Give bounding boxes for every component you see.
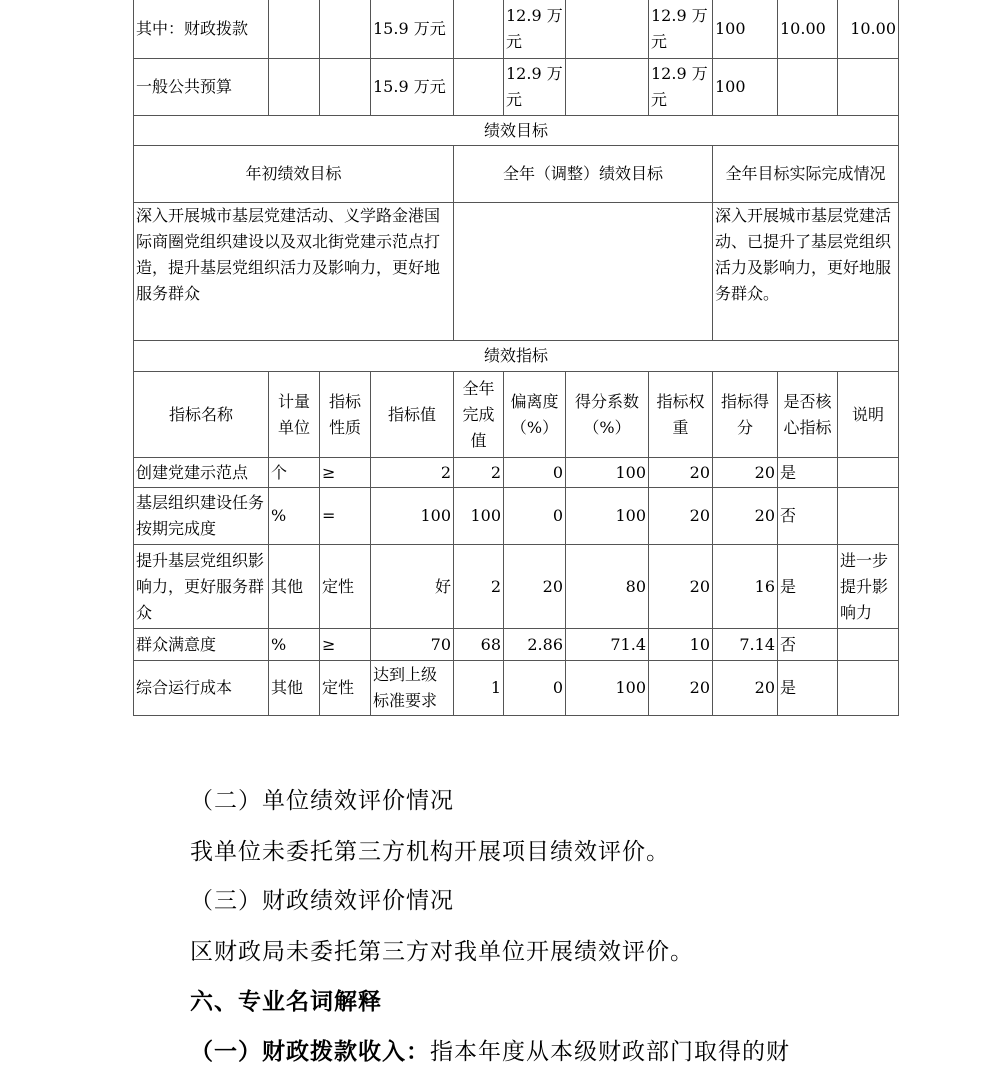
- cell: [269, 0, 320, 59]
- indicator-cell: 好: [371, 545, 454, 629]
- indicator-cell: 20: [713, 661, 778, 716]
- indicator-cell: 群众满意度: [134, 629, 269, 661]
- indicator-cell: 0: [504, 488, 566, 545]
- indicator-header: 偏离度（%）: [504, 372, 566, 458]
- indicator-cell: 基层组织建设任务按期完成度: [134, 488, 269, 545]
- indicator-cell: 是: [778, 545, 838, 629]
- indicator-cell: 达到上级标准要求: [371, 661, 454, 716]
- indicator-cell: 2: [454, 458, 504, 488]
- indicator-cell: 7.14: [713, 629, 778, 661]
- indicator-cell: [838, 661, 899, 716]
- chapter-heading: 六、专业名词解释: [190, 988, 382, 1015]
- indicator-cell: 10: [649, 629, 713, 661]
- section-heading: （三）财政绩效评价情况: [190, 888, 454, 914]
- indicator-cell: 20: [649, 458, 713, 488]
- indicator-cell: ≥: [320, 458, 371, 488]
- rate: 100: [713, 59, 778, 116]
- indicator-row: [134, 629, 899, 661]
- indicator-header: 指标权重: [649, 372, 713, 458]
- indicator-cell: 1: [454, 661, 504, 716]
- indicator-cell: 80: [566, 545, 649, 629]
- indicator-header: 计量单位: [269, 372, 320, 458]
- indicator-cell: 0: [504, 661, 566, 716]
- score: 10.00: [838, 0, 899, 59]
- indicator-cell: 综合运行成本: [134, 661, 269, 716]
- indicator-header: 指标性质: [320, 372, 371, 458]
- indicator-header: 是否核心指标: [778, 372, 838, 458]
- score: [838, 59, 899, 116]
- indicator-cell: 进一步提升影响力: [838, 545, 899, 629]
- indicator-header: 得分系数（%）: [566, 372, 649, 458]
- indicator-cell: %: [269, 488, 320, 545]
- indicator-cell: [838, 488, 899, 545]
- indicator-cell: 0: [504, 458, 566, 488]
- indicator-cell: =: [320, 488, 371, 545]
- indicator-cell: 是: [778, 661, 838, 716]
- indicator-cell: 100: [371, 488, 454, 545]
- cell: [566, 0, 649, 59]
- indicator-cell: 定性: [320, 545, 371, 629]
- indicator-cell: [838, 629, 899, 661]
- indicator-cell: %: [269, 629, 320, 661]
- indicator-cell: 其他: [269, 545, 320, 629]
- funding-row: [134, 0, 899, 59]
- goals-actual-header: 全年目标实际完成情况: [713, 146, 899, 203]
- rate: 100: [713, 0, 778, 59]
- indicator-cell: 2.86: [504, 629, 566, 661]
- actual: 12.9 万元: [649, 59, 713, 116]
- indicator-row: [134, 545, 899, 629]
- indicator-cell: 20: [649, 661, 713, 716]
- indicator-cell: 100: [566, 488, 649, 545]
- goals-title: 绩效目标: [134, 116, 899, 146]
- cell: [454, 0, 504, 59]
- indicator-cell: 提升基层党组织影响力，更好服务群众: [134, 545, 269, 629]
- weight: 10.00: [778, 0, 838, 59]
- budget: 15.9 万元: [371, 59, 454, 116]
- indicator-cell: 100: [566, 458, 649, 488]
- weight: [778, 59, 838, 116]
- indicator-header: 指标名称: [134, 372, 269, 458]
- indicators-title: 绩效指标: [134, 341, 899, 372]
- indicator-cell: [838, 458, 899, 488]
- cell: [320, 59, 371, 116]
- goals-actual: 深入开展城市基层党建活动、已提升了基层党组织活力及影响力，更好地服务群众。: [713, 203, 899, 341]
- indicator-cell: 创建党建示范点: [134, 458, 269, 488]
- term-label: （一）财政拨款收入：: [190, 1038, 430, 1065]
- cell: [269, 59, 320, 116]
- paragraph: 我单位未委托第三方机构开展项目绩效评价。: [190, 839, 670, 865]
- term-text: 指本年度从本级财政部门取得的财: [430, 1039, 790, 1065]
- funding-row: [134, 59, 899, 116]
- cell: [454, 59, 504, 116]
- adjusted: 12.9 万元: [504, 0, 566, 59]
- goals-adjusted-header: 全年（调整）绩效目标: [454, 146, 713, 203]
- cell: [320, 0, 371, 59]
- indicator-cell: 个: [269, 458, 320, 488]
- indicator-cell: 20: [713, 488, 778, 545]
- funding-name: 一般公共预算: [134, 59, 269, 116]
- indicator-cell: 20: [649, 488, 713, 545]
- indicator-cell: 20: [713, 458, 778, 488]
- funding-name: 其中：财政拨款: [134, 0, 269, 59]
- budget: 15.9 万元: [371, 0, 454, 59]
- performance-table: [133, 0, 899, 716]
- indicator-header: 指标值: [371, 372, 454, 458]
- indicator-cell: 其他: [269, 661, 320, 716]
- goals-initial: 深入开展城市基层党建活动、义学路金港国际商圈党组织建设以及双北街党建示范点打造，提升基层党组织活力及影响力，更好地服务群众: [134, 203, 454, 341]
- indicator-cell: 20: [649, 545, 713, 629]
- cell: [566, 59, 649, 116]
- section-heading: （二）单位绩效评价情况: [190, 788, 454, 814]
- indicator-cell: 20: [504, 545, 566, 629]
- indicator-row: [134, 488, 899, 545]
- indicator-cell: 2: [371, 458, 454, 488]
- indicator-header: 指标得分: [713, 372, 778, 458]
- goals-initial-header: 年初绩效目标: [134, 146, 454, 203]
- indicator-cell: 70: [371, 629, 454, 661]
- indicator-cell: 100: [566, 661, 649, 716]
- indicators-header-row: [134, 372, 899, 458]
- indicator-cell: 68: [454, 629, 504, 661]
- adjusted: 12.9 万元: [504, 59, 566, 116]
- indicator-cell: 定性: [320, 661, 371, 716]
- indicator-cell: 是: [778, 458, 838, 488]
- indicator-cell: 100: [454, 488, 504, 545]
- indicator-cell: 否: [778, 629, 838, 661]
- indicator-cell: 16: [713, 545, 778, 629]
- indicator-header: 说明: [838, 372, 899, 458]
- indicator-cell: 2: [454, 545, 504, 629]
- indicator-cell: ≥: [320, 629, 371, 661]
- paragraph: 区财政局未委托第三方对我单位开展绩效评价。: [190, 939, 694, 965]
- indicator-cell: 71.4: [566, 629, 649, 661]
- indicator-cell: 否: [778, 488, 838, 545]
- indicator-header: 全年完成值: [454, 372, 504, 458]
- actual: 12.9 万元: [649, 0, 713, 59]
- indicator-row: [134, 661, 899, 716]
- goals-adjusted: [454, 203, 713, 341]
- paragraph: [190, 1033, 790, 1066]
- indicator-row: [134, 458, 899, 488]
